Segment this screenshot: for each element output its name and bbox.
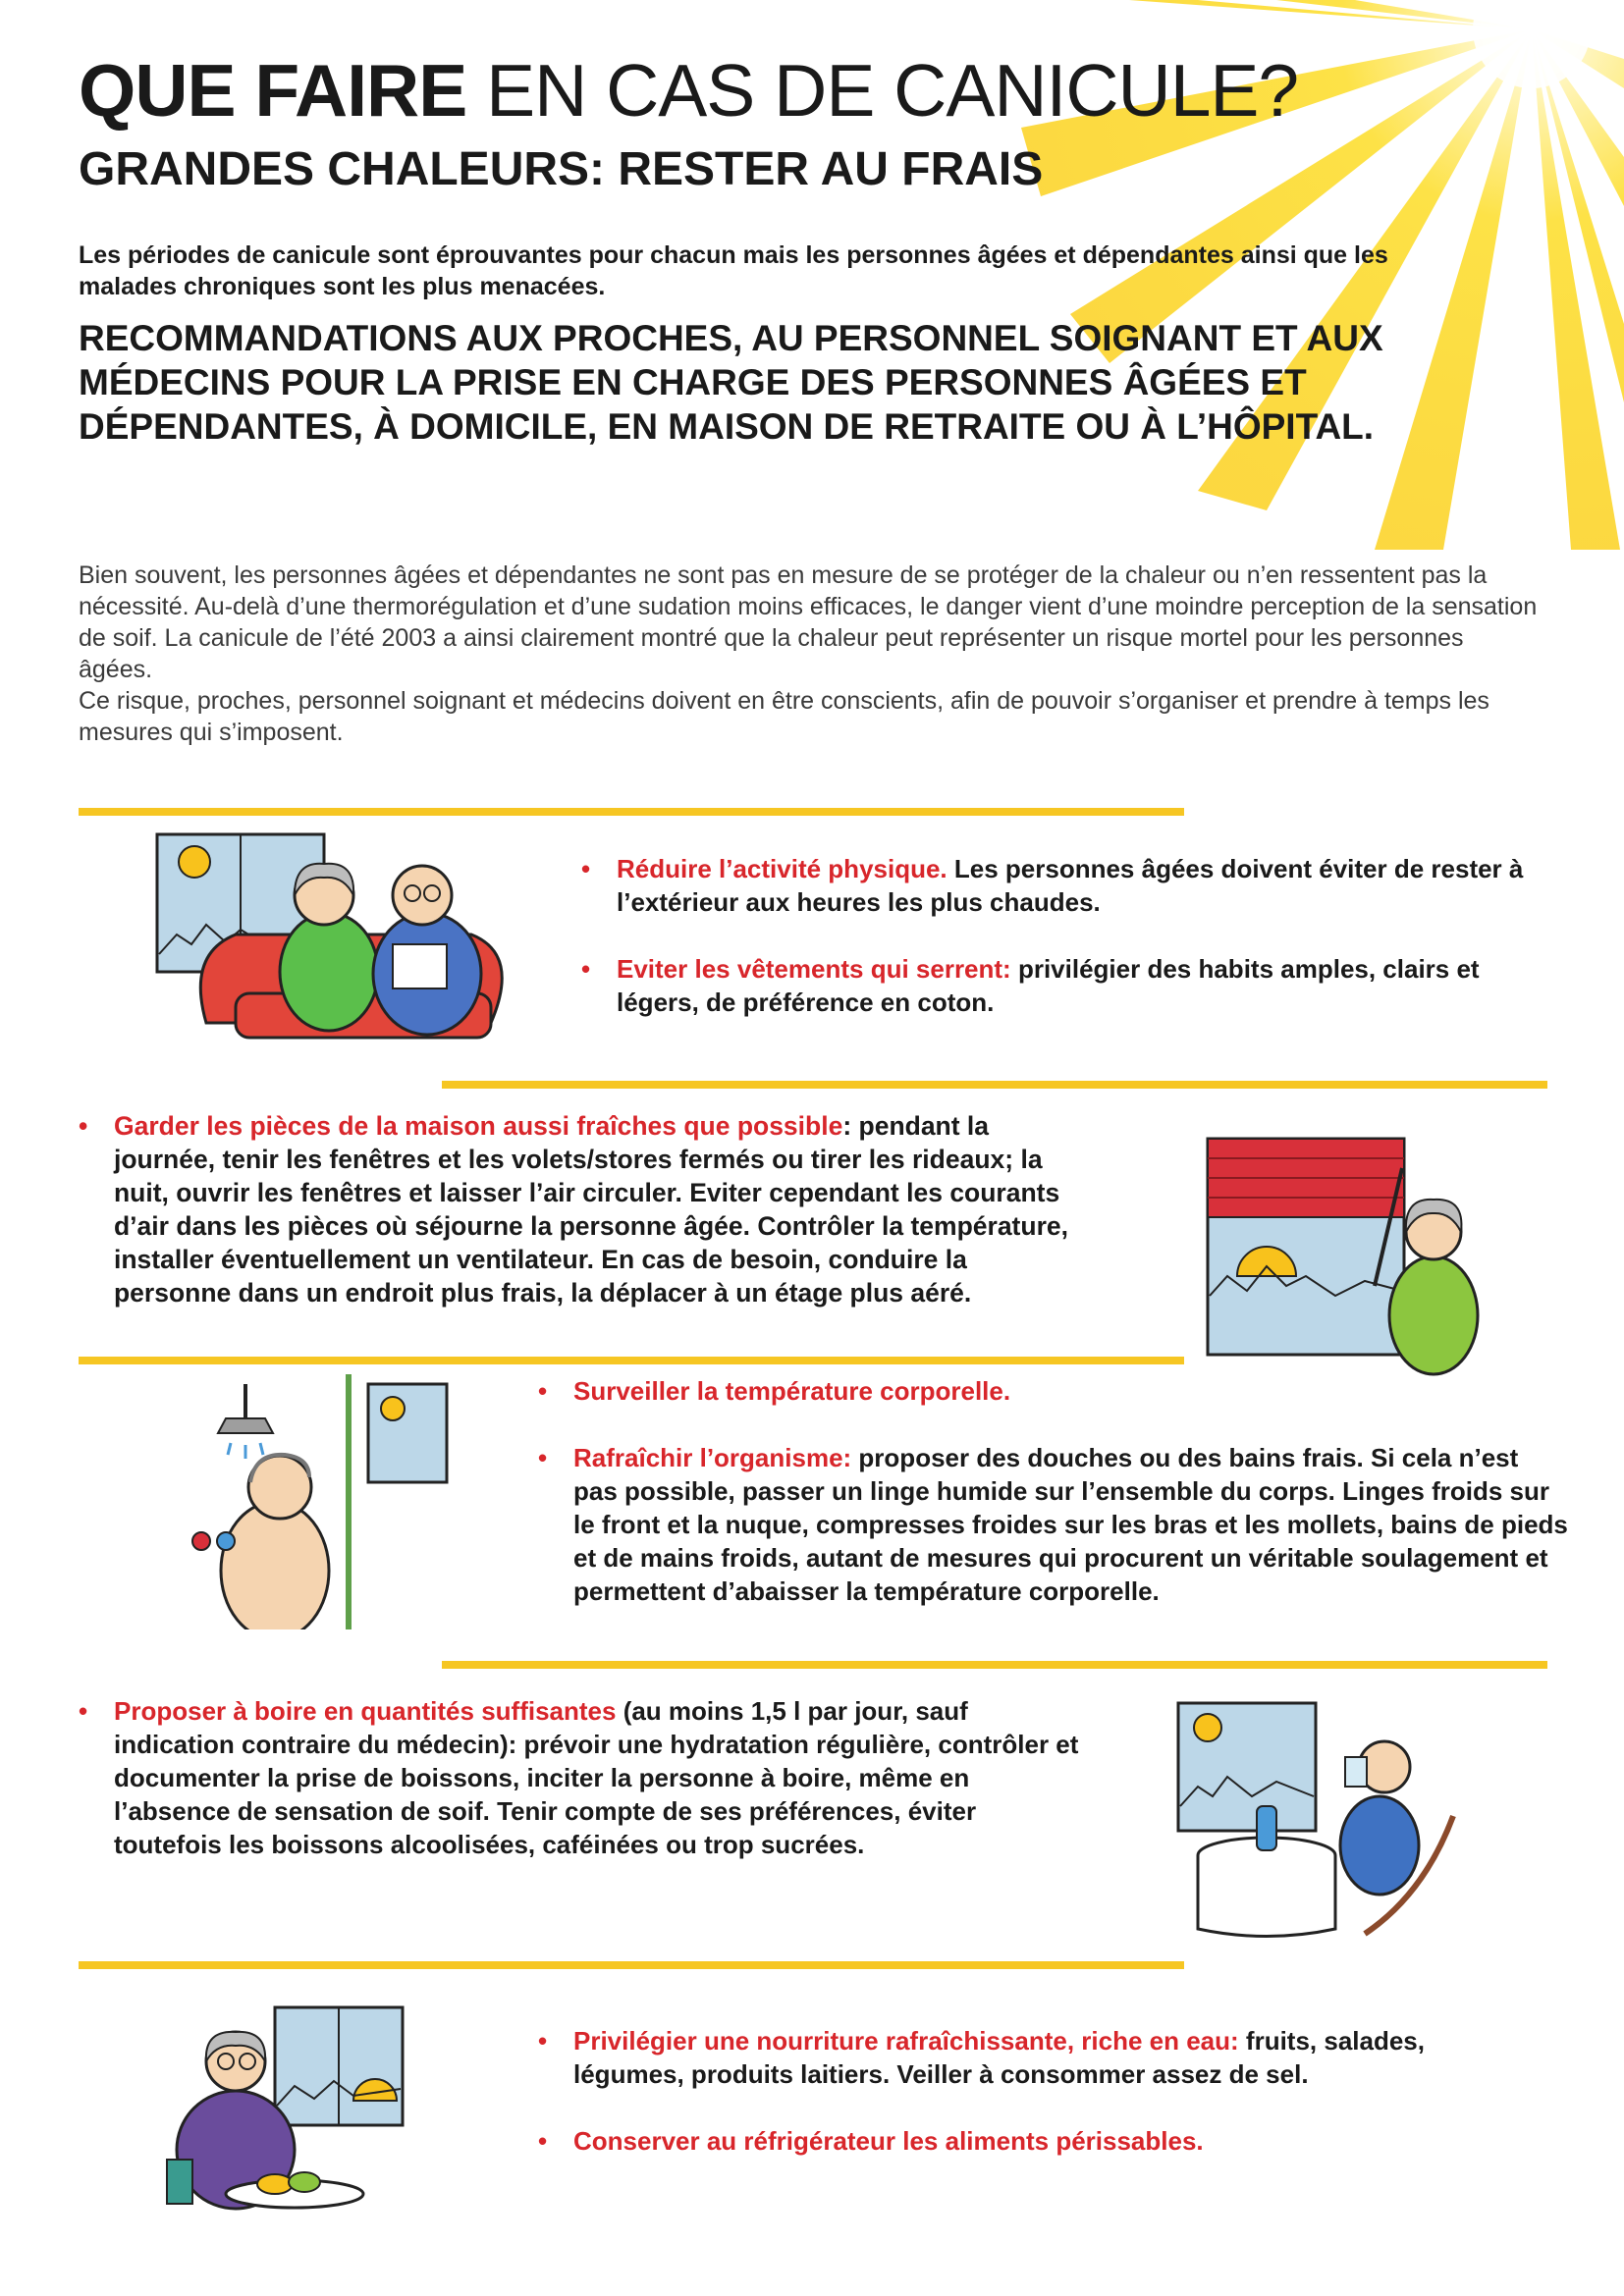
bullet-list-activity: [581, 852, 1563, 1019]
bullet-dot: •: [538, 2126, 548, 2156]
body-paragraph-2: Ce risque, proches, personnel soignant et médecins doivent en être conscients, afin de pouvoir s’organiser et prendre à temps les mesures qui s’imposent.: [79, 687, 1489, 746]
bullet-item: [581, 952, 1563, 1019]
bullet-item: [538, 1441, 1569, 1608]
bullet-list-food: [538, 2024, 1520, 2158]
bullet-text: fruits, salades, légumes, produits laitiers. Veiller à consommer assez de sel.: [573, 2026, 1425, 2089]
bullet-dot: •: [581, 854, 591, 883]
bullet-lead: Proposer à boire en quantités suffisantes: [114, 1696, 617, 1726]
bullet-item: [79, 1109, 1080, 1309]
bullet-item: [581, 852, 1563, 919]
couple-on-sofa-illustration: [147, 827, 540, 1062]
bullet-lead: Rafraîchir l’organisme:: [573, 1443, 852, 1472]
man-drinking-water-illustration: [1168, 1698, 1463, 1944]
bullet-dot: •: [79, 1111, 88, 1141]
bullet-item: [79, 1694, 1090, 1861]
intro-text: Les périodes de canicule sont éprouvantes pour chacun mais les personnes âgées et dépendantes ainsi que les malades chroniques sont les plus menacées.: [79, 241, 1388, 300]
bullet-dot: •: [538, 1443, 548, 1472]
bullet-list-rooms: [79, 1109, 1080, 1309]
page-subtitle: GRANDES CHALEURS: RESTER AU FRAIS: [79, 143, 1044, 195]
bullet-lead: Surveiller la température corporelle.: [573, 1376, 1011, 1406]
bullet-lead: Réduire l’activité physique.: [617, 854, 947, 883]
body-paragraphs: [79, 560, 1542, 748]
bullet-lead: Garder les pièces de la maison aussi fraîches que possible: [114, 1111, 843, 1141]
title-bold-part: QUE FAIRE: [79, 49, 467, 132]
separator-bar: [442, 1661, 1547, 1669]
bullet-item: [538, 2024, 1520, 2091]
bullet-dot: •: [538, 2026, 548, 2056]
bullet-text: : pendant la journée, tenir les fenêtres et les volets/stores fermés ou tirer les rideaux; la nuit, ouvrir les fenêtres et laisser l’air circuler. Eviter cependant les courants d’air dans les pièces où séjourne la personne âgée. Contrôler la température, installer éventuellement un ventilateur. En cas de besoin, conduire la personne dans un endroit plus frais, la déplacer à un étage plus aéré.: [114, 1111, 1068, 1308]
woman-closing-blind-illustration: [1198, 1129, 1492, 1384]
separator-bar: [79, 1357, 1184, 1364]
separator-bar: [442, 1081, 1547, 1089]
bullet-lead: Privilégier une nourriture rafraîchissante, riche en eau:: [573, 2026, 1239, 2056]
title-light-part: EN CAS DE CANICULE?: [486, 49, 1299, 132]
bullet-item: [538, 2124, 1520, 2158]
bullet-dot: •: [538, 1376, 548, 1406]
bullet-text: Les personnes âgées doivent éviter de rester à l’extérieur aux heures les plus chaudes.: [617, 854, 1524, 917]
bullet-lead: Conserver au réfrigérateur les aliments périssables.: [573, 2126, 1204, 2156]
page-title: [79, 51, 1298, 130]
separator-bar: [79, 808, 1184, 816]
body-paragraph-1: Bien souvent, les personnes âgées et dépendantes ne sont pas en mesure de se protéger de la chaleur ou n’en ressentent pas la nécessité. Au-delà d’une thermorégulation et d’une sudation moins efficaces, le danger vient d’une moindre perception de la sensation de soif. La canicule de l’été 2003 a ainsi clairement montré que la chaleur peut représenter un risque mortel pour les personnes âgées.: [79, 561, 1538, 683]
recommendation-heading: RECOMMANDATIONS AUX PROCHES, AU PERSONNEL SOIGNANT ET AUX MÉDECINS POUR LA PRISE EN CHARGE DES PERSONNES ÂGÉES ET DÉPENDANTES, À DOMICILE, EN MAISON DE RETRAITE OU À L’HÔPITAL.: [79, 318, 1383, 447]
bullet-list-hydration: [79, 1694, 1090, 1861]
bullet-dot: •: [79, 1696, 88, 1726]
bullet-text: (au moins 1,5 l par jour, sauf indication contraire du médecin): prévoir une hydratation régulière, contrôler et documenter la prise de boissons, inciter la personne à boire, même en l’absence de sensation de soif. Tenir compte de ses préférences, éviter toutefois les boissons alcoolisées, caféinées ou trop sucrées.: [114, 1696, 1079, 1859]
bullet-list-body-temperature: [538, 1374, 1569, 1608]
bullet-lead: Eviter les vêtements qui serrent:: [617, 954, 1011, 984]
bullet-text: proposer des douches ou des bains frais. Si cela n’est pas possible, passer un linge humide sur l’ensemble du corps. Linges froids sur le front et la nuque, compresses froides sur les bras et les mollets, bains de pieds et de mains froids, autant de mesures qui procurent un véritable soulagement et permettent d’abaisser la température corporelle.: [573, 1443, 1568, 1606]
man-in-shower-illustration: [147, 1374, 481, 1629]
bullet-dot: •: [581, 954, 591, 984]
bullet-text: privilégier des habits amples, clairs et légers, de préférence en coton.: [617, 954, 1480, 1017]
separator-bar: [79, 1961, 1184, 1969]
woman-eating-fruit-illustration: [157, 2002, 412, 2218]
